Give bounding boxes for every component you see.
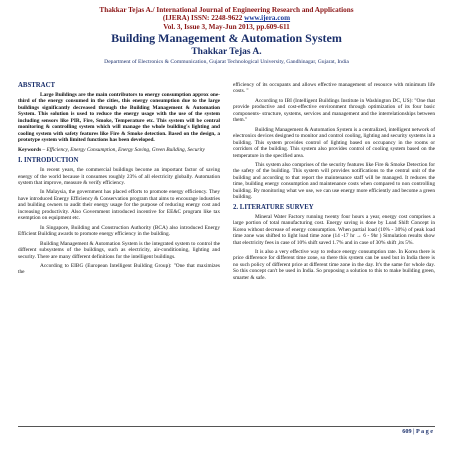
keywords-list: – Efficiency, Energy Consumption, Energy Saving, Green Building, Security [42,146,205,153]
keywords-label: Keywords [18,146,42,153]
footer-rule [18,426,435,427]
left-column [18,82,220,422]
journal-name: Thakkar Tejas A./ International Journal of Engineering Research and Applications [99,6,354,14]
issn-text: (IJERA) ISSN: 2248-9622 [162,14,245,23]
author-affiliation: Department of Electronics & Communication, Gujarat Technological University, Gandhinagar, Gujarat, India [104,59,349,66]
intro-heading: I. INTRODUCTION [18,157,79,165]
intro-paragraph-1: In recent years, the commercial buildings become an important factor of saving energy of the world because it consumes roughly 23% of all electricity globally. Automation system that improve, measure & verify efficiency. [18,167,220,186]
literature-paragraph-2: It is also a very effective way to reduce energy consumption rate. In Korea there is price difference for different time zone, so there this system can be used but in India there is no such policy of different price at different time zone in the day. It's the same for whole day. So this concept can't be used in India. So proposing a solution to this to make building green, smarter & safe. [233,248,435,281]
right-paragraph-3: Building Management & Automation System is a centralized, intelligent network of electronics devices designed to monitor and control cooling, lighting and security systems in a building. This system provides control of lighting based on occupancy in the rooms or corridors of the building. This system also provides control of cooling system based on the temperature in the specified area. [233,126,435,159]
two-column-body [18,82,435,422]
right-paragraph-1: efficiency of its occupants and allows effective management of resource with minimum life costs. " [233,82,435,95]
intro-paragraph-2: In Malaysia, the government has placed efforts to promote energy efficiency. They have introduced Energy Efficiency & Conservation program that aims to encourage industries and building owners to audit their energy usage for the purpose of reducing energy cost and increasing productivity. Also Government introduced incentive for EE&C program like tax exemption on equipment etc. [18,189,220,222]
paper-title: Building Management & Automation System [111,31,342,46]
intro-paragraph-3: In Singapore, Building and Construction Authority (BCA) also introduced Energy Efficient Building awards to promote energy efficiency in the building. [18,224,220,238]
keywords [18,147,220,153]
abstract-heading: ABSTRACT [18,82,56,89]
intro-paragraph-4: Building Management & Automation System is the integrated system to control the different subsystems of the buildings, such as electricity, air-conditioning, lighting and security. There are many different definitions for the intelligent buildings. [18,240,220,260]
right-column [233,82,435,422]
author-name: Thakkar Tejas A. [191,47,262,58]
journal-header [14,6,439,31]
right-paragraph-2: According to IBI (Intelligent Buildings Institute in Washington DC, US): "One that provide productive and cost-effective environment through optimization of its four basic components- structure, systems, services and management and the interrelationships between them." [233,97,435,124]
right-paragraph-4: This system also comprises of the security features like Fire & Smoke Detection for the safety of the building. This system will provides notifications to the central unit of the building and according to that report the maintenance staff will be managed. It reduces the time, building energy consumption and maintenance costs when compared to non controlling building. By monitoring what we use, we can use energy more efficiently and become a green building. [233,161,435,201]
literature-heading: 2. LITERATURE SURVEY [233,203,314,211]
intro-paragraph-5: According to EIBG (European Intelligent Building Group): "One that maximizes the [18,262,220,276]
journal-volume: Vol. 3, Issue 3, May-Jun 2013, pp.609-611 [163,22,290,31]
literature-paragraph-1: Mineral Water Factory running twenty four hours a year, energy cost comprises a large portion of total manufacturing cost. Energy saving is done by Load Shift Concept in Korea without decrease of energy consumption. When partial load (10% - 30%) of peak load time zone was shifted to light load time zone (14 -17 hr → 6 - 9hr ) Simulation results show that electricity fees in case of 10% shift saved 1.7% and in case of 30% shift ,its 5%. [233,213,435,246]
journal-url[interactable]: www.ijera.com [244,14,291,23]
journal-issn [14,14,439,22]
abstract-text: Large Buildings are the main contributors to energy consumption approx one-third of the energy consumed in the cities, this energy consumption due to the large buildings significantly decreased through the Building Management & Automation System. This solution is used to reduce the energy usage with the use of the system including sensors like PIR, Fire, Smoke, Temperature etc. This system will be central monitoring & controlling system which will manage the whole building's lighting and cooling system with safety features like Fire & Smoke detection. Based on the design, a prototype system with limited functions has been developed. [18,92,220,144]
page-number: 609 | P a g e [402,428,433,435]
